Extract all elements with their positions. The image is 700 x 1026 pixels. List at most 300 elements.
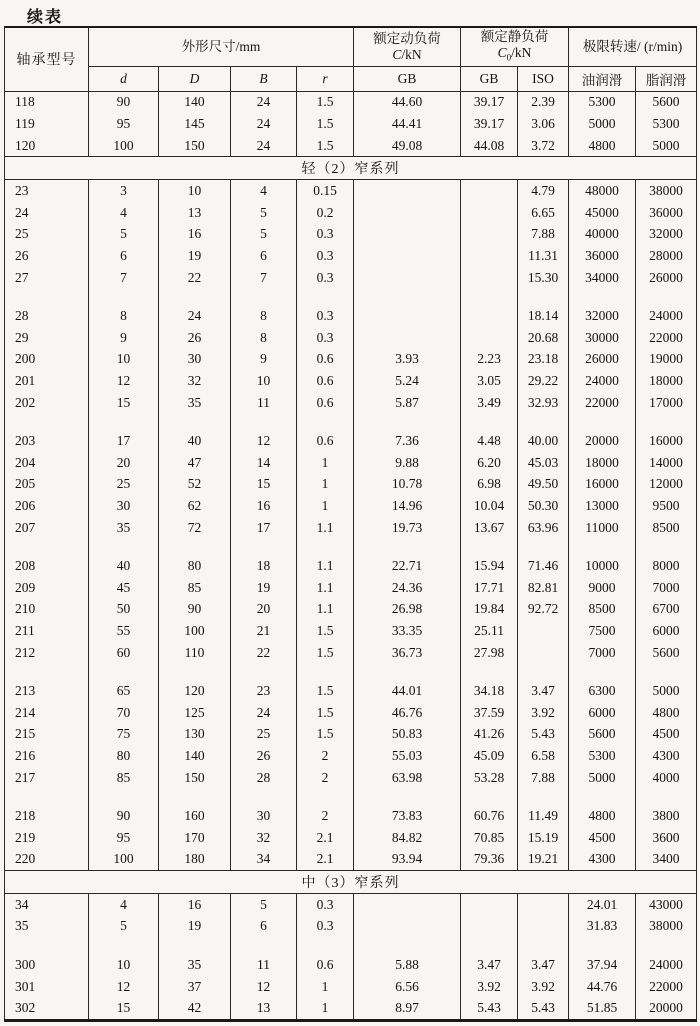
header-bearing-model: 轴承型号	[5, 27, 89, 91]
header-col-B: B	[231, 66, 297, 91]
cell-D: 145	[159, 113, 231, 135]
cell-D: 85	[159, 577, 231, 599]
cell-r: 0.3	[297, 916, 354, 938]
empty-cell-C0-GB	[461, 788, 518, 805]
cell-D: 125	[159, 702, 231, 724]
cell-B: 25	[231, 724, 297, 746]
cell-B: 18	[231, 555, 297, 577]
cell-C-GB: 36.73	[354, 642, 461, 664]
cell-grease-speed: 12000	[636, 474, 697, 496]
table-row	[5, 113, 697, 135]
cell-C-GB	[354, 267, 461, 289]
cell-oil-speed: 31.83	[569, 916, 636, 938]
cell-B: 5	[231, 224, 297, 246]
cell-D: 19	[159, 916, 231, 938]
cell-C0-ISO: 32.93	[518, 392, 569, 414]
cell-C0-ISO: 3.92	[518, 976, 569, 998]
empty-cell-C0-GB	[461, 538, 518, 555]
cell-oil-speed: 24.01	[569, 894, 636, 916]
cell-model: 217	[5, 767, 89, 789]
cell-D: 37	[159, 976, 231, 998]
cell-grease-speed: 3400	[636, 849, 697, 871]
empty-cell-C0-ISO	[518, 538, 569, 555]
cell-model: 205	[5, 474, 89, 496]
empty-cell-D	[159, 788, 231, 805]
cell-d: 35	[89, 517, 159, 539]
cell-B: 20	[231, 599, 297, 621]
cell-B: 4	[231, 180, 297, 202]
cell-r: 0.6	[297, 370, 354, 392]
cell-C0-GB: 53.28	[461, 767, 518, 789]
cell-D: 19	[159, 245, 231, 267]
cell-C-GB: 84.82	[354, 827, 461, 849]
empty-cell-C0-GB	[461, 937, 518, 954]
cell-model: 201	[5, 370, 89, 392]
empty-cell-grease-speed	[636, 538, 697, 555]
cell-C0-GB	[461, 180, 518, 202]
cell-oil-speed: 4500	[569, 827, 636, 849]
empty-cell-C0-ISO	[518, 937, 569, 954]
cell-grease-speed: 38000	[636, 916, 697, 938]
cell-model: 35	[5, 916, 89, 938]
table-row	[5, 392, 697, 414]
cell-grease-speed: 24000	[636, 954, 697, 976]
empty-cell-C-GB	[354, 288, 461, 305]
empty-cell-d	[89, 413, 159, 430]
cell-oil-speed: 24000	[569, 370, 636, 392]
empty-cell-d	[89, 663, 159, 680]
cell-grease-speed: 38000	[636, 180, 697, 202]
cell-oil-speed: 40000	[569, 224, 636, 246]
cell-B: 6	[231, 916, 297, 938]
cell-grease-speed: 5300	[636, 113, 697, 135]
cell-model: 210	[5, 599, 89, 621]
cell-C0-ISO: 29.22	[518, 370, 569, 392]
empty-cell-grease-speed	[636, 788, 697, 805]
cell-B: 16	[231, 495, 297, 517]
cell-grease-speed: 26000	[636, 267, 697, 289]
cell-D: 32	[159, 370, 231, 392]
empty-cell-C0-ISO	[518, 413, 569, 430]
cell-B: 9	[231, 349, 297, 371]
cell-D: 24	[159, 305, 231, 327]
cell-D: 180	[159, 849, 231, 871]
cell-model: 202	[5, 392, 89, 414]
cell-C0-GB: 41.26	[461, 724, 518, 746]
empty-cell-C0-ISO	[518, 788, 569, 805]
cell-d: 10	[89, 954, 159, 976]
cell-oil-speed: 48000	[569, 180, 636, 202]
cell-C0-GB: 17.71	[461, 577, 518, 599]
cell-C0-ISO: 3.06	[518, 113, 569, 135]
cell-d: 60	[89, 642, 159, 664]
table-row	[5, 180, 697, 202]
cell-r: 1.1	[297, 555, 354, 577]
table-row	[5, 916, 697, 938]
cell-C-GB: 9.88	[354, 452, 461, 474]
cell-model: 203	[5, 430, 89, 452]
cell-C-GB: 5.24	[354, 370, 461, 392]
empty-cell-B	[231, 538, 297, 555]
table-row	[5, 577, 697, 599]
cell-C0-ISO: 6.58	[518, 745, 569, 767]
cell-d: 6	[89, 245, 159, 267]
empty-cell-model	[5, 538, 89, 555]
empty-cell-B	[231, 937, 297, 954]
cell-B: 24	[231, 91, 297, 113]
empty-cell-grease-speed	[636, 413, 697, 430]
cell-d: 90	[89, 805, 159, 827]
cell-r: 1	[297, 997, 354, 1020]
cell-C0-ISO	[518, 620, 569, 642]
cell-grease-speed: 4300	[636, 745, 697, 767]
cell-r: 1.5	[297, 680, 354, 702]
cell-model: 28	[5, 305, 89, 327]
table-row	[5, 370, 697, 392]
cell-C-GB: 5.87	[354, 392, 461, 414]
table-row	[5, 827, 697, 849]
cell-r: 0.6	[297, 430, 354, 452]
header-static-load-title: 额定静负荷	[480, 29, 549, 44]
header-col-grease-lubrication: 脂润滑	[636, 66, 697, 91]
cell-D: 140	[159, 745, 231, 767]
table-row	[5, 202, 697, 224]
cell-D: 30	[159, 349, 231, 371]
cell-B: 5	[231, 202, 297, 224]
table-row	[5, 997, 697, 1020]
cell-model: 214	[5, 702, 89, 724]
cell-B: 6	[231, 245, 297, 267]
cell-oil-speed: 6000	[569, 702, 636, 724]
table-row	[5, 452, 697, 474]
empty-cell-C0-GB	[461, 413, 518, 430]
cell-C0-ISO: 3.72	[518, 135, 569, 157]
empty-cell-grease-speed	[636, 663, 697, 680]
cell-B: 22	[231, 642, 297, 664]
cell-d: 17	[89, 430, 159, 452]
dynamic-load-symbol: C	[392, 47, 402, 63]
cell-C-GB: 44.01	[354, 680, 461, 702]
cell-grease-speed: 4000	[636, 767, 697, 789]
cell-r: 0.6	[297, 392, 354, 414]
cell-B: 23	[231, 680, 297, 702]
cell-d: 7	[89, 267, 159, 289]
cell-r: 0.3	[297, 327, 354, 349]
cell-grease-speed: 3600	[636, 827, 697, 849]
cell-C0-GB: 13.67	[461, 517, 518, 539]
cell-B: 28	[231, 767, 297, 789]
cell-C0-ISO: 15.30	[518, 267, 569, 289]
series-section-label: 中（3）窄系列	[5, 871, 697, 894]
cell-C0-GB	[461, 305, 518, 327]
cell-model: 118	[5, 91, 89, 113]
cell-model: 212	[5, 642, 89, 664]
cell-r: 1.1	[297, 599, 354, 621]
cell-d: 70	[89, 702, 159, 724]
cell-model: 29	[5, 327, 89, 349]
header-col-D: D	[159, 66, 231, 91]
cell-C-GB: 93.94	[354, 849, 461, 871]
cell-r: 1	[297, 976, 354, 998]
cell-B: 11	[231, 392, 297, 414]
cell-grease-speed: 19000	[636, 349, 697, 371]
empty-cell-oil-speed	[569, 413, 636, 430]
cell-d: 95	[89, 113, 159, 135]
cell-D: 47	[159, 452, 231, 474]
cell-B: 24	[231, 702, 297, 724]
cell-grease-speed: 3800	[636, 805, 697, 827]
cell-oil-speed: 4800	[569, 805, 636, 827]
cell-d: 95	[89, 827, 159, 849]
empty-cell-model	[5, 663, 89, 680]
cell-C0-ISO: 20.68	[518, 327, 569, 349]
cell-oil-speed: 4800	[569, 135, 636, 157]
cell-grease-speed: 20000	[636, 997, 697, 1020]
cell-r: 0.3	[297, 894, 354, 916]
header-dynamic-load-title: 额定动负荷	[373, 31, 441, 47]
cell-grease-speed: 5600	[636, 642, 697, 664]
cell-D: 160	[159, 805, 231, 827]
table-row	[5, 224, 697, 246]
cell-C-GB: 50.83	[354, 724, 461, 746]
cell-grease-speed: 8500	[636, 517, 697, 539]
spacer-row	[5, 937, 697, 954]
empty-cell-D	[159, 288, 231, 305]
cell-grease-speed: 36000	[636, 202, 697, 224]
static-load-symbol: C	[497, 45, 507, 60]
cell-d: 80	[89, 745, 159, 767]
cell-D: 120	[159, 680, 231, 702]
empty-cell-r	[297, 663, 354, 680]
cell-B: 7	[231, 267, 297, 289]
cell-C-GB: 44.41	[354, 113, 461, 135]
cell-D: 35	[159, 954, 231, 976]
cell-oil-speed: 45000	[569, 202, 636, 224]
cell-B: 10	[231, 370, 297, 392]
table-row	[5, 267, 697, 289]
empty-cell-model	[5, 413, 89, 430]
cell-model: 26	[5, 245, 89, 267]
cell-model: 23	[5, 180, 89, 202]
spacer-row	[5, 663, 697, 680]
cell-model: 211	[5, 620, 89, 642]
cell-oil-speed: 34000	[569, 267, 636, 289]
cell-r: 2	[297, 745, 354, 767]
cell-d: 8	[89, 305, 159, 327]
cell-C0-GB: 19.84	[461, 599, 518, 621]
cell-C0-GB: 45.09	[461, 745, 518, 767]
cell-B: 19	[231, 577, 297, 599]
cell-grease-speed: 16000	[636, 430, 697, 452]
cell-oil-speed: 5000	[569, 113, 636, 135]
cell-D: 10	[159, 180, 231, 202]
cell-grease-speed: 5600	[636, 91, 697, 113]
cell-r: 2	[297, 805, 354, 827]
empty-cell-oil-speed	[569, 538, 636, 555]
empty-cell-C0-GB	[461, 288, 518, 305]
cell-grease-speed: 9500	[636, 495, 697, 517]
cell-C-GB	[354, 224, 461, 246]
empty-cell-d	[89, 538, 159, 555]
cell-grease-speed: 14000	[636, 452, 697, 474]
cell-r: 1.5	[297, 135, 354, 157]
cell-d: 3	[89, 180, 159, 202]
cell-r: 2.1	[297, 827, 354, 849]
cell-d: 100	[89, 135, 159, 157]
cell-d: 100	[89, 849, 159, 871]
cell-C0-GB: 39.17	[461, 91, 518, 113]
cell-grease-speed: 5000	[636, 135, 697, 157]
cell-d: 5	[89, 916, 159, 938]
cell-oil-speed: 9000	[569, 577, 636, 599]
cell-r: 0.3	[297, 305, 354, 327]
header-dimensions-group: 外形尺寸/mm	[89, 27, 354, 66]
cell-d: 15	[89, 392, 159, 414]
table-body	[5, 91, 697, 1020]
cell-grease-speed: 6700	[636, 599, 697, 621]
cell-r: 1.5	[297, 642, 354, 664]
cell-d: 12	[89, 370, 159, 392]
bearing-spec-table	[4, 26, 697, 1022]
cell-C0-ISO: 40.00	[518, 430, 569, 452]
cell-C-GB: 63.98	[354, 767, 461, 789]
cell-C-GB: 73.83	[354, 805, 461, 827]
cell-C0-GB	[461, 245, 518, 267]
table-row	[5, 894, 697, 916]
cell-C0-GB: 3.92	[461, 976, 518, 998]
empty-cell-grease-speed	[636, 937, 697, 954]
cell-model: 209	[5, 577, 89, 599]
cell-C-GB: 5.88	[354, 954, 461, 976]
cell-D: 150	[159, 767, 231, 789]
cell-C0-ISO: 11.31	[518, 245, 569, 267]
cell-D: 26	[159, 327, 231, 349]
cell-grease-speed: 17000	[636, 392, 697, 414]
cell-grease-speed: 43000	[636, 894, 697, 916]
empty-cell-B	[231, 288, 297, 305]
empty-cell-r	[297, 538, 354, 555]
cell-C0-ISO: 4.79	[518, 180, 569, 202]
spacer-row	[5, 413, 697, 430]
table-row	[5, 702, 697, 724]
cell-C0-ISO: 63.96	[518, 517, 569, 539]
cell-grease-speed: 4500	[636, 724, 697, 746]
cell-oil-speed: 44.76	[569, 976, 636, 998]
cell-D: 16	[159, 894, 231, 916]
cell-D: 130	[159, 724, 231, 746]
cell-C0-ISO	[518, 916, 569, 938]
cell-C0-GB: 34.18	[461, 680, 518, 702]
header-static-load-group	[461, 27, 569, 66]
cell-model: 206	[5, 495, 89, 517]
cell-C0-GB	[461, 267, 518, 289]
cell-C-GB	[354, 202, 461, 224]
cell-grease-speed: 8000	[636, 555, 697, 577]
cell-r: 1.5	[297, 702, 354, 724]
cell-D: 42	[159, 997, 231, 1020]
empty-cell-d	[89, 788, 159, 805]
cell-model: 27	[5, 267, 89, 289]
cell-r: 1.5	[297, 113, 354, 135]
empty-cell-model	[5, 288, 89, 305]
cell-C-GB: 3.93	[354, 349, 461, 371]
cell-grease-speed: 6000	[636, 620, 697, 642]
cell-D: 140	[159, 91, 231, 113]
cell-oil-speed: 36000	[569, 245, 636, 267]
cell-D: 150	[159, 135, 231, 157]
cell-grease-speed: 5000	[636, 680, 697, 702]
cell-C0-ISO: 6.65	[518, 202, 569, 224]
cell-C-GB: 44.60	[354, 91, 461, 113]
cell-oil-speed: 20000	[569, 430, 636, 452]
cell-oil-speed: 11000	[569, 517, 636, 539]
cell-d: 55	[89, 620, 159, 642]
cell-C0-GB: 44.08	[461, 135, 518, 157]
cell-C0-GB	[461, 202, 518, 224]
empty-cell-d	[89, 288, 159, 305]
cell-C0-ISO: 5.43	[518, 724, 569, 746]
cell-C0-GB: 2.23	[461, 349, 518, 371]
header-dynamic-load-formula	[354, 47, 460, 63]
cell-d: 4	[89, 202, 159, 224]
cell-r: 1.1	[297, 577, 354, 599]
table-row	[5, 745, 697, 767]
cell-model: 34	[5, 894, 89, 916]
cell-C0-GB: 10.04	[461, 495, 518, 517]
cell-r: 0.2	[297, 202, 354, 224]
cell-D: 110	[159, 642, 231, 664]
cell-oil-speed: 51.85	[569, 997, 636, 1020]
cell-B: 8	[231, 305, 297, 327]
table-row	[5, 555, 697, 577]
empty-cell-r	[297, 288, 354, 305]
header-col-d: d	[89, 66, 159, 91]
table-row	[5, 135, 697, 157]
series-section-row	[5, 871, 697, 894]
empty-cell-model	[5, 937, 89, 954]
cell-C0-ISO: 11.49	[518, 805, 569, 827]
cell-oil-speed: 37.94	[569, 954, 636, 976]
cell-r: 1.5	[297, 724, 354, 746]
cell-C0-ISO	[518, 894, 569, 916]
cell-model: 208	[5, 555, 89, 577]
cell-model: 25	[5, 224, 89, 246]
cell-C0-GB: 6.20	[461, 452, 518, 474]
cell-C-GB: 8.97	[354, 997, 461, 1020]
cell-C0-ISO: 3.47	[518, 680, 569, 702]
cell-r: 1.5	[297, 620, 354, 642]
empty-cell-C-GB	[354, 663, 461, 680]
cell-model: 216	[5, 745, 89, 767]
cell-d: 10	[89, 349, 159, 371]
cell-r: 0.15	[297, 180, 354, 202]
cell-oil-speed: 7000	[569, 642, 636, 664]
cell-C-GB: 19.73	[354, 517, 461, 539]
table-row	[5, 474, 697, 496]
cell-C0-ISO: 3.47	[518, 954, 569, 976]
cell-d: 40	[89, 555, 159, 577]
cell-B: 26	[231, 745, 297, 767]
header-col-dynamic-gb: GB	[354, 66, 461, 91]
cell-r: 1	[297, 474, 354, 496]
cell-oil-speed: 30000	[569, 327, 636, 349]
cell-model: 302	[5, 997, 89, 1020]
dynamic-load-unit: /kN	[401, 47, 422, 63]
cell-grease-speed: 4800	[636, 702, 697, 724]
table-row	[5, 849, 697, 871]
cell-model: 215	[5, 724, 89, 746]
cell-C0-GB: 6.98	[461, 474, 518, 496]
